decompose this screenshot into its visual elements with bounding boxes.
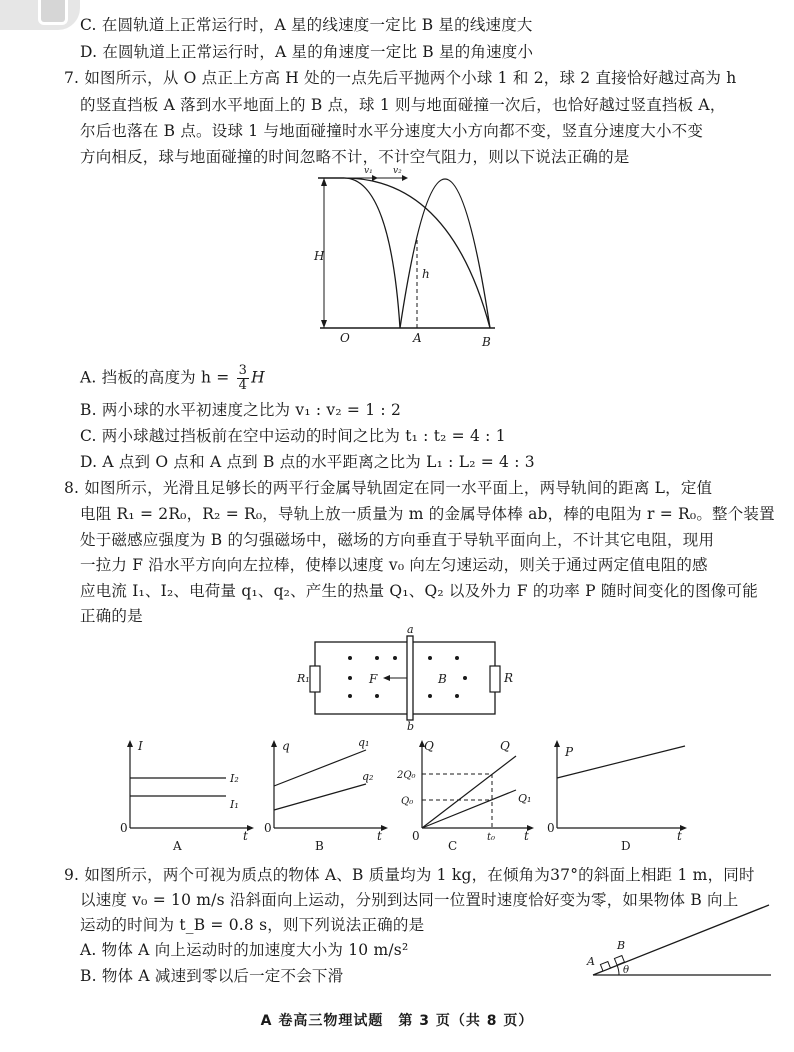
q7-option-a-text: A. 挡板的高度为 h = <box>80 368 235 387</box>
graph-d-origin: 0 <box>547 821 555 835</box>
graph-b-y-axis: q <box>282 739 290 753</box>
q8-label-R1: R₁ <box>297 672 310 685</box>
q7-label-B: B <box>482 335 491 349</box>
graph-c-x-axis: t <box>524 829 529 843</box>
graph-a-origin: 0 <box>120 821 128 835</box>
q8-stem-line3: 处于磁感应强度为 B 的匀强磁场中，磁场的方向垂直于导轨平面向上，不计其它电阻，现用 <box>80 531 715 549</box>
graph-c-tick-t0: t₀ <box>487 832 496 843</box>
q8-label-b: b <box>407 720 415 732</box>
q7-stem-line2: 的竖直挡板 A 落到水平地面上的 B 点，球 1 则与地面碰撞一次后，也恰好越过竖直挡板 A， <box>80 96 726 114</box>
q9-label-B: B <box>617 939 626 952</box>
q7-option-a-fraction <box>237 364 249 393</box>
q8-stem-line5: 应电流 I₁、I₂、电荷量 q₁、q₂、产生的热量 Q₁、Q₂ 以及外力 F 的功率 P 随时间变化的图像可能 <box>80 582 758 600</box>
q8-label-a: a <box>407 623 414 636</box>
graph-c-tick-2q0: 2Q₀ <box>397 770 416 781</box>
q7-label-h: h <box>422 267 430 281</box>
q7-option-c: C. 两小球越过挡板前在空中运动的时间之比为 t₁ : t₂ = 4 : 1 <box>80 427 506 445</box>
graph-b-curve-q1: q₁ <box>358 736 370 749</box>
graph-a-curve-i2: I₂ <box>230 772 239 785</box>
graph-c-y-axis: Q <box>424 739 434 753</box>
q7-trajectory-figure <box>300 160 510 350</box>
q6-option-d: D. 在圆轨道上正常运行时，A 星的角速度一定比 B 星的角速度小 <box>80 43 534 61</box>
q7-stem-line3: 尔后也落在 B 点。设球 1 与地面碰撞时水平分速度大小方向都不变，竖直分速度大小不变 <box>80 122 704 140</box>
q9-option-a: A. 物体 A 向上运动时的加速度大小为 10 m/s² <box>80 941 409 959</box>
q7-option-b: B. 两小球的水平初速度之比为 v₁ : v₂ = 1 : 2 <box>80 401 402 419</box>
q8-stem-line2: 电阻 R₁ = 2R₀，R₂ = R₀，导轨上放一质量为 m 的金属导体棒 ab，棒的电阻为 r = R₀。整个装置 <box>80 505 775 523</box>
q7-option-a <box>80 364 265 393</box>
q7-label-O: O <box>340 331 350 345</box>
q9-stem-line3: 运动的时间为 t_B = 0.8 s，则下列说法正确的是 <box>80 916 425 934</box>
graph-d-caption: D <box>621 839 631 852</box>
fraction-numerator: 3 <box>238 363 248 378</box>
q8-stem-line6: 正确的是 <box>80 607 143 625</box>
graph-a-y-axis: I <box>138 739 143 753</box>
graph-d-x-axis: t <box>677 829 682 843</box>
q9-incline-figure <box>575 895 775 985</box>
q8-label-R: R <box>504 671 514 685</box>
graph-b-caption: B <box>315 839 324 852</box>
q8-graph-d <box>545 736 695 852</box>
q7-option-d: D. A 点到 O 点和 A 点到 B 点的水平距离之比为 L₁ : L₂ = 4 : 3 <box>80 453 535 471</box>
q8-stem-line1: 8. 如图所示，光滑且足够长的两平行金属导轨固定在同一水平面上，两导轨间的距离 L，定值 <box>64 479 713 497</box>
q8-stem-line4: 一拉力 F 沿水平方向向左拉棒，使棒以速度 v₀ 向左匀速运动，则关于通过两定值电阻的感 <box>80 556 708 574</box>
q7-label-v1: v₁ <box>364 166 373 176</box>
q9-label-A: A <box>587 955 595 968</box>
graph-d-y-axis: P <box>565 745 574 759</box>
q7-stem-line4: 方向相反，球与地面碰撞的时间忽略不计，不计空气阻力，则以下说法正确的是 <box>80 148 630 166</box>
graph-c-curve-q: Q <box>500 739 510 753</box>
graph-c-caption: C <box>448 839 458 852</box>
graph-c-tick-q0: Q₀ <box>401 796 414 807</box>
q8-circuit-figure <box>295 622 515 732</box>
q7-stem-line1: 7. 如图所示，从 O 点正上方高 H 处的一点先后平抛两个小球 1 和 2，球 2 直接恰好越过高为 h <box>64 69 737 87</box>
graph-a-caption: A <box>173 839 182 852</box>
graph-c-origin: 0 <box>412 829 420 843</box>
q8-label-B: B <box>438 672 447 686</box>
q8-graph-c <box>392 736 542 852</box>
graph-a-curve-i1: I₁ <box>230 798 239 811</box>
graph-a-x-axis: t <box>243 829 248 843</box>
q6-option-c: C. 在圆轨道上正常运行时，A 星的线速度一定比 B 星的线速度大 <box>80 16 533 34</box>
graph-b-x-axis: t <box>377 829 382 843</box>
scan-corner-mark <box>0 0 80 30</box>
graph-b-origin: 0 <box>264 821 272 835</box>
q7-label-A: A <box>413 331 422 345</box>
q8-label-F: F <box>369 672 378 686</box>
q9-option-b: B. 物体 A 减速到零以后一定不会下滑 <box>80 967 344 985</box>
graph-b-curve-q2: q₂ <box>362 770 374 783</box>
fraction-denominator: 4 <box>238 378 248 393</box>
q8-graph-a <box>118 736 258 852</box>
q9-label-theta: θ <box>623 965 630 976</box>
q7-option-a-tail: H <box>251 368 265 387</box>
q7-label-H: H <box>314 249 325 263</box>
page-footer: A 卷高三物理试题 第 3 页（共 8 页） <box>260 1013 534 1029</box>
q8-graph-b <box>262 736 402 852</box>
q9-stem-line1: 9. 如图所示，两个可视为质点的物体 A、B 质量均为 1 kg，在倾角为37°的斜面上相距 1 m，同时 <box>64 866 755 884</box>
q9-stem-line2: 以速度 v₀ = 10 m/s 沿斜面向上运动，分别到达同一位置时速度恰好变为零，如果物体 B 向上 <box>80 891 739 909</box>
graph-c-curve-q1: Q₁ <box>518 792 532 805</box>
q7-label-v2: v₂ <box>393 166 402 176</box>
